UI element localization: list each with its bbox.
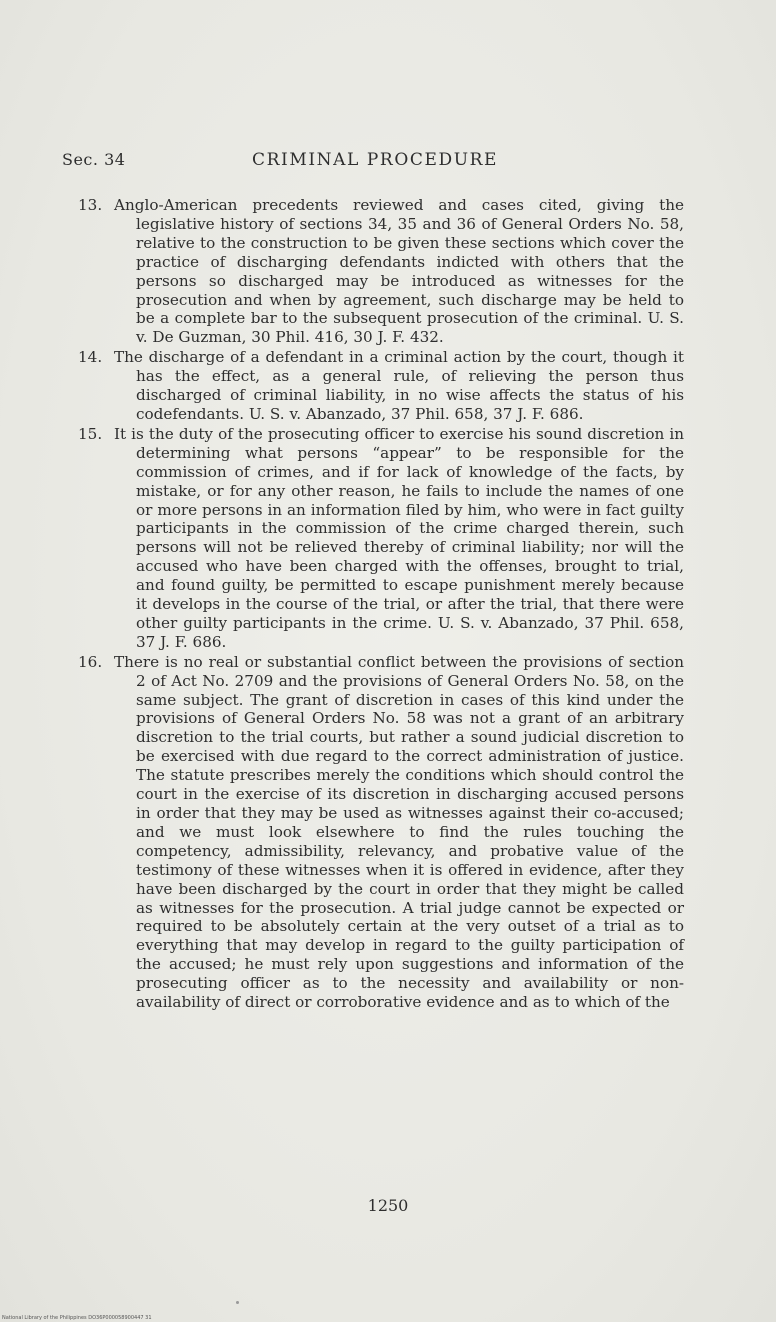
scan-footer: National Library of the Philippines DO36P000058900447 31 xyxy=(2,1315,152,1321)
entry-text: There is no real or substantial conflict between the provisions of section 2 of Act No. 2709 and the provisions of General Orders No. 58, on the same subject. The grant of discretion in cases of this kind under the provisions of General Orders No. 58 was not a grant of an arbitrary discretion to the trial courts, but rather a sound judicial discretion to be exercised with due regard to the correct administration of justice. The statute prescribes merely the conditions which should control the court in the exercise of its discretion in discharging accused persons in order that they may be used as witnesses against their co-accused; and we must look elsewhere to find the rules touching the competency, admissibility, relevancy, and probative value of the testimony of these witnesses when it is offered in evidence, after they have been discharged by the court in order that they might be called as witnesses for the prosecution. A trial judge cannot be expected or required to be absolutely certain at the very outset of a trial as to everything that may develop in regard to the guilty participation of the accused; he must rely upon suggestions and information of the prosecuting officer as to the necessity and availability or non-availability of direct or corroborative evidence and as to which of the xyxy=(114,652,684,1012)
entry-text: It is the duty of the prosecuting officer to exercise his sound discretion in determining what persons “appear” to be responsible for the commission of crimes, and if for lack of knowledge of the facts, by mistake, or for any other reason, he fails to include the names of one or more persons in an information filed by him, who were in fact guilty participants in the commission of the crime charged therein, such persons will not be relieved thereby of criminal liability; nor will the accused who have been charged with the offenses, brought to trial, and found guilty, be permitted to escape punishment merely because it develops in the course of the trial, or after the trial, that there were other guilty participants in the crime. U. S. v. Abanzado, 37 Phil. 658, 37 J. F. 686. xyxy=(114,424,684,651)
running-header xyxy=(62,150,702,174)
paper-speck xyxy=(236,1301,239,1304)
annotation-list xyxy=(78,196,684,1013)
page-number: 1250 xyxy=(367,1196,409,1215)
annotation-entry xyxy=(78,653,684,1012)
annotation-entry xyxy=(78,348,684,424)
entry-number: 14. xyxy=(78,348,103,367)
section-label: Sec. 34 xyxy=(62,150,126,169)
annotation-entry xyxy=(78,425,684,652)
entry-number: 15. xyxy=(78,424,103,443)
entry-text: Anglo-American precedents reviewed and cases cited, giving the legislative history of sections 34, 35 and 36 of General Orders No. 58, relative to the construction to be given these sections which cover the practice of discharging defendants indicted with others that the persons so discharged may be introduced as witnesses for the prosecution and when by agreement, such discharge may be held to be a complete bar to the subsequent prosecution of the criminal. U. S. v. De Guzman, 30 Phil. 416, 30 J. F. 432. xyxy=(114,196,684,347)
entry-text: The discharge of a defendant in a criminal action by the court, though it has the effect, as a general rule, of relieving the person thus discharged of criminal liability, in no wise affects the status of his codefendants. U. S. v. Abanzado, 37 Phil. 658, 37 J. F. 686. xyxy=(114,348,684,423)
annotation-entry xyxy=(78,196,684,347)
entry-number: 13. xyxy=(78,196,103,214)
entry-number: 16. xyxy=(78,652,103,671)
running-title: CRIMINAL PROCEDURE xyxy=(252,150,499,170)
